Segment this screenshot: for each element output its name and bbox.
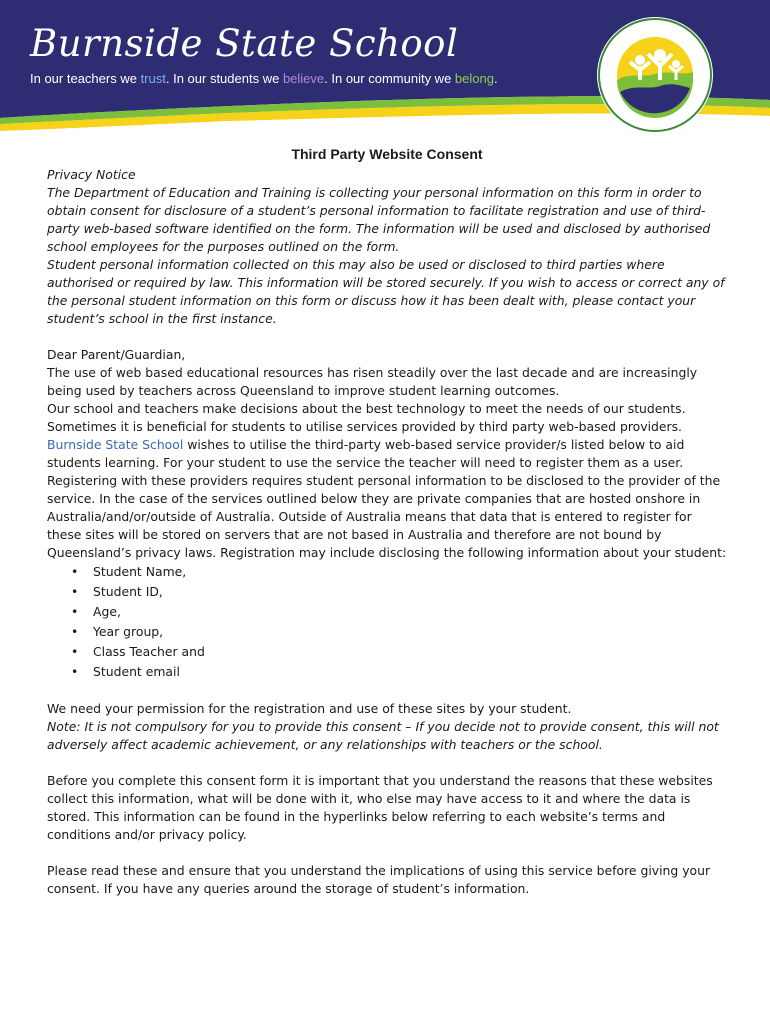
- school-crest-logo: [597, 17, 713, 133]
- school-name-reference: Burnside State School: [47, 437, 184, 452]
- body-paragraph-1: The use of web based educational resources has risen steadily over the last decade and are increasingly being used by teachers across Queensland to improve student learning outcomes.: [47, 365, 698, 398]
- document-body: [47, 144, 727, 898]
- privacy-heading: Privacy Notice: [47, 167, 136, 182]
- before-complete-paragraph: Before you complete this consent form it is important that you understand the reasons that these websites collect this information, what will be done with it, who else may have access to it and where the data is stored. This information can be found in the hyperlinks below referring to each website’s terms and conditions and/or privacy policy.: [47, 773, 713, 842]
- privacy-paragraph-2: Student personal information collected on this may also be used or disclosed to third parties where authorised or required by law. This information will be stored securely. If you wish to access or correct any of the personal student information on this form or discuss how it has been dealt with, please contact your student’s school in the first instance.: [47, 257, 725, 326]
- please-read-paragraph: Please read these and ensure that you understand the implications of using this service before giving your consent. If you have any queries around the storage of student’s information.: [47, 863, 711, 896]
- list-item: • Year group,: [93, 622, 727, 642]
- consent-note: Note: It is not compulsory for you to provide this consent – If you decide not to provide consent, this will not adversely affect academic achievement, or any relationships with teachers or the school.: [47, 719, 719, 752]
- school-motto: In our teachers we trust. In our students we believe. In our community we belong.: [30, 71, 498, 86]
- privacy-paragraph-1: The Department of Education and Training is collecting your personal information on this form in order to obtain consent for disclosure of a student’s personal information to facilitate registration and use of third-party web-based software identified on the form. The information will be used and disclosed by authorised school employees for the purposes outlined on the form.: [47, 185, 711, 254]
- permission-statement: We need your permission for the registration and use of these sites by your student.: [47, 701, 572, 716]
- motto-believe: believe: [282, 71, 325, 86]
- list-item: • Age,: [93, 602, 727, 622]
- body-paragraph-3: Burnside State School wishes to utilise the third-party web-based service provider/s listed below to aid students learning. For your student to use the service the teacher will need to register them as a user.: [47, 437, 685, 470]
- list-item: • Student email: [93, 662, 727, 682]
- list-item: • Class Teacher and: [93, 642, 727, 662]
- motto-belong: belong: [454, 71, 494, 86]
- disclosed-info-list: [47, 562, 727, 682]
- salutation: Dear Parent/Guardian,: [47, 347, 186, 362]
- motto-trust: trust: [140, 71, 166, 86]
- letterhead-banner: [0, 0, 770, 148]
- list-item: • Student Name,: [93, 562, 727, 582]
- list-item: • Student ID,: [93, 582, 727, 602]
- document-title: Third Party Website Consent: [291, 146, 483, 162]
- body-paragraph-2: Our school and teachers make decisions about the best technology to meet the needs of our students. Sometimes it is beneficial for students to utilise services provided by third party web-based providers.: [47, 401, 686, 434]
- body-paragraph-4: Registering with these providers requires student personal information to be disclosed to the provider of the service. In the case of the services outlined below they are private companies that are hosted onshore in Australia/and/or/outside of Australia. Outside of Australia means that data that is entered to register for these sites will be stored on servers that are not based in Australia and therefore are not bound by Queensland’s privacy laws. Registration may include disclosing the following information about your student:: [47, 473, 727, 560]
- school-name-wordmark: Burnside State School: [30, 22, 459, 65]
